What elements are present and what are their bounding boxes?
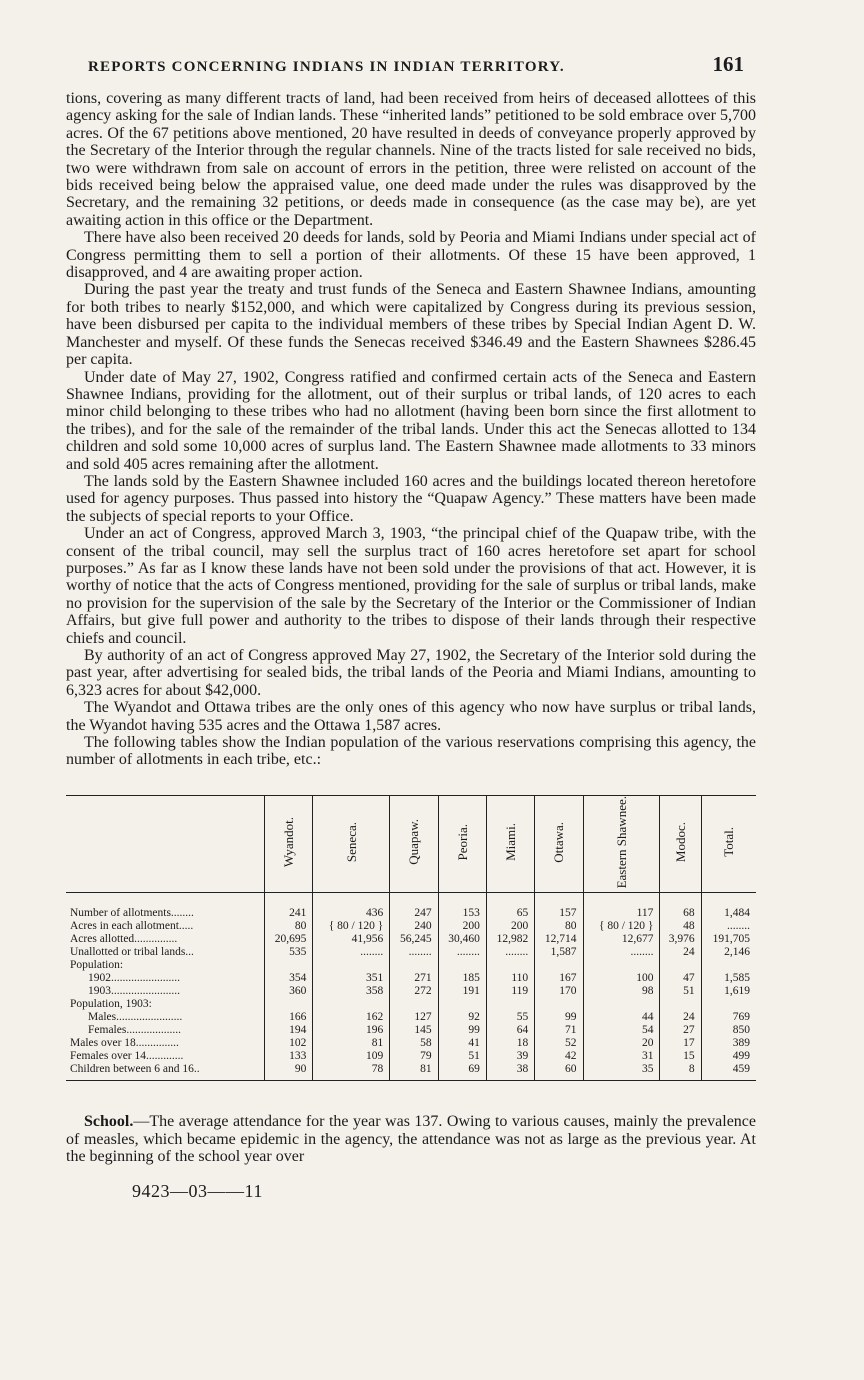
table-cell: 71 — [535, 1024, 583, 1037]
table-cell — [701, 959, 756, 972]
row-label: Males....................... — [88, 1011, 183, 1024]
table-cell: 119 — [486, 985, 534, 998]
table-cell: 51 — [438, 1050, 486, 1063]
table-cell — [583, 998, 660, 1011]
table-cell: 194 — [265, 1024, 313, 1037]
table-cell: 436 — [313, 893, 390, 921]
table-header-row — [66, 796, 756, 893]
table-cell: 20 — [583, 1037, 660, 1050]
table-cell — [265, 998, 313, 1011]
row-label: Population: — [70, 959, 124, 972]
table-cell: 35 — [583, 1063, 660, 1081]
paragraph: The lands sold by the Eastern Shawnee included 160 acres and the buildings located thereon heretofore used for agency purposes. Thus passed into history the “Quapaw Agency.” These matters have been made the subjects of special reports to your Office. — [66, 472, 756, 525]
table-cell: ........ — [438, 946, 486, 959]
row-label: Acres in each allotment..... — [70, 920, 194, 933]
table-cell: 98 — [583, 985, 660, 998]
table-cell: 185 — [438, 972, 486, 985]
table-cell: 200 — [486, 920, 534, 933]
table-cell: 68 — [660, 893, 701, 921]
table-cell: 102 — [265, 1037, 313, 1050]
school-text: —The average attendance for the year was 137. Owing to various causes, mainly the prevalence of measles, which became epidemic in the agency, the attendance was not as large as the previous year. At the beginning of the school year over — [66, 1113, 756, 1166]
table-cell: 196 — [313, 1024, 390, 1037]
table-cell: 1,585 — [701, 972, 756, 985]
table-cell: 79 — [390, 1050, 438, 1063]
table-cell: 272 — [390, 985, 438, 998]
row-label: Unallotted or tribal lands... — [70, 946, 194, 959]
table-cell — [535, 959, 583, 972]
school-paragraph — [66, 1113, 756, 1165]
table-cell: 12,677 — [583, 933, 660, 946]
table-cell: 15 — [660, 1050, 701, 1063]
table-cell: 351 — [313, 972, 390, 985]
table-cell: 145 — [390, 1024, 438, 1037]
table-cell: 38 — [486, 1063, 534, 1081]
table-cell: 850 — [701, 1024, 756, 1037]
population-table-wrapper — [66, 795, 756, 1081]
table-row — [66, 1050, 756, 1063]
column-header: Peoria. — [438, 796, 486, 893]
table-cell: 127 — [390, 1011, 438, 1024]
table-row — [66, 972, 756, 985]
column-header: Eastern Shawnee. — [583, 796, 660, 893]
table-cell: 60 — [535, 1063, 583, 1081]
table-cell: 2,146 — [701, 946, 756, 959]
table-row — [66, 1037, 756, 1050]
row-label: Number of allotments........ — [70, 907, 194, 920]
running-head — [66, 52, 756, 86]
paragraph: By authority of an act of Congress approved May 27, 1902, the Secretary of the Interior sold during the past year, after advertising for sealed bids, the tribal lands of the Peoria and Miami Indians, amounting to 6,323 acres for about $42,000. — [66, 647, 756, 699]
table-cell — [660, 959, 701, 972]
table-cell: 1,587 — [535, 946, 583, 959]
stub-header — [66, 796, 265, 893]
table-cell: 12,714 — [535, 933, 583, 946]
table-cell: 51 — [660, 985, 701, 998]
table-cell: 100 — [583, 972, 660, 985]
table-cell: 117 — [583, 893, 660, 921]
table-cell: ........ — [390, 946, 438, 959]
table-cell — [438, 959, 486, 972]
running-head-title: REPORTS CONCERNING INDIANS IN INDIAN TERRITORY. — [88, 59, 565, 75]
table-cell: 69 — [438, 1063, 486, 1081]
page — [66, 52, 756, 1202]
table-cell: ........ — [583, 946, 660, 959]
table-cell — [486, 959, 534, 972]
table-cell: 360 — [265, 985, 313, 998]
table-cell: 41,956 — [313, 933, 390, 946]
paragraph: The Wyandot and Ottawa tribes are the only ones of this agency who now have surplus or tribal lands, the Wyandot having 535 acres and the Ottawa 1,587 acres. — [66, 699, 756, 734]
table-cell: 241 — [265, 893, 313, 921]
table-cell: 99 — [438, 1024, 486, 1037]
row-label: Males over 18............... — [70, 1037, 179, 1050]
table-cell: 191 — [438, 985, 486, 998]
table-cell: 47 — [660, 972, 701, 985]
table-cell: 769 — [701, 1011, 756, 1024]
table-cell: 167 — [535, 972, 583, 985]
table-row — [66, 893, 756, 921]
table-cell: 81 — [390, 1063, 438, 1081]
school-run-in-heading: School. — [84, 1113, 134, 1131]
row-label: Population, 1903: — [70, 998, 152, 1011]
table-row — [66, 920, 756, 933]
table-cell: 3,976 — [660, 933, 701, 946]
table-row — [66, 946, 756, 959]
table-row — [66, 933, 756, 946]
table-row — [66, 1011, 756, 1024]
table-cell: 1,619 — [701, 985, 756, 998]
paragraph: During the past year the treaty and trust funds of the Seneca and Eastern Shawnee Indians, amounting for both tribes to nearly $152,000, and which were capitalized by Congress during its previous session, have been disbursed per capita to the individual members of these tribes by Special Indian Agent D. W. Manchester and myself. Of these funds the Senecas received $346.49 and the Eastern Shawnees $286.45 per capita. — [66, 281, 756, 369]
table-cell: 157 — [535, 893, 583, 921]
table-cell: { 80 / 120 } — [313, 920, 390, 933]
column-header: Wyandot. — [265, 796, 313, 893]
table-cell — [660, 998, 701, 1011]
table-cell: 99 — [535, 1011, 583, 1024]
printer-signature: 9423—03——11 — [132, 1181, 263, 1202]
table-cell: 58 — [390, 1037, 438, 1050]
table-cell: 65 — [486, 893, 534, 921]
table-cell: 354 — [265, 972, 313, 985]
table-cell: 110 — [486, 972, 534, 985]
table-cell — [486, 998, 534, 1011]
column-header: Seneca. — [313, 796, 390, 893]
column-header: Modoc. — [660, 796, 701, 893]
table-cell: 24 — [660, 946, 701, 959]
paragraph: Under an act of Congress, approved March 3, 1903, “the principal chief of the Quapaw tribe, with the consent of the tribal council, may sell the surplus tract of 160 acres heretofore set apart for school purposes.” As far as I know these lands have not been sold under the provisions of that act. However, it is worthy of notice that the acts of Congress mentioned, providing for the sale of surplus or tribal lands, make no provision for the supervision of the sale by the Secretary of the Interior or the Commissioner of Indian Affairs, but give full power and authority to the tribes to dispose of their lands through their respective chiefs and council. — [66, 525, 756, 647]
table-cell — [701, 998, 756, 1011]
row-label: 1902........................ — [88, 972, 180, 985]
column-header: Total. — [701, 796, 756, 893]
table-cell: ........ — [313, 946, 390, 959]
table-cell: 56,245 — [390, 933, 438, 946]
table-cell: 162 — [313, 1011, 390, 1024]
table-row — [66, 959, 756, 972]
table-cell: 81 — [313, 1037, 390, 1050]
table-cell: 389 — [701, 1037, 756, 1050]
table-cell: 18 — [486, 1037, 534, 1050]
table-cell: 8 — [660, 1063, 701, 1081]
table-cell: 48 — [660, 920, 701, 933]
table-cell: 109 — [313, 1050, 390, 1063]
table-cell: 80 — [535, 920, 583, 933]
table-cell: 55 — [486, 1011, 534, 1024]
table-cell: 20,695 — [265, 933, 313, 946]
table-cell — [390, 998, 438, 1011]
table-cell: 240 — [390, 920, 438, 933]
table-cell — [438, 998, 486, 1011]
table-cell: 499 — [701, 1050, 756, 1063]
paragraph: Under date of May 27, 1902, Congress ratified and confirmed certain acts of the Seneca and Eastern Shawnee Indians, providing for the allotment, out of their surplus or tribal lands, of 120 acres to each minor child belonging to these tribes who had no allotment (having been born since the first allotment to the tribes), and for the sale of the remainder of the tribal lands. Under this act the Senecas allotted to 134 children and sold some 10,000 acres of surplus land. The Eastern Shawnee made allotments to 33 minors and sold 405 acres remaining after the allotment. — [66, 368, 756, 473]
table-cell: 80 — [265, 920, 313, 933]
table-row — [66, 1024, 756, 1037]
table-cell: 92 — [438, 1011, 486, 1024]
table-cell: 271 — [390, 972, 438, 985]
table-cell: 39 — [486, 1050, 534, 1063]
table-cell: 41 — [438, 1037, 486, 1050]
table-body — [66, 893, 756, 1081]
school-section — [66, 1113, 756, 1165]
table-cell: { 80 / 120 } — [583, 920, 660, 933]
table-cell: 459 — [701, 1063, 756, 1081]
table-cell — [390, 959, 438, 972]
row-label: Females over 14............. — [70, 1050, 184, 1063]
table-cell: 31 — [583, 1050, 660, 1063]
column-header: Ottawa. — [535, 796, 583, 893]
table-cell: 64 — [486, 1024, 534, 1037]
table-cell: 17 — [660, 1037, 701, 1050]
row-label: Acres allotted............... — [70, 933, 178, 946]
column-header: Miami. — [486, 796, 534, 893]
table-cell: 133 — [265, 1050, 313, 1063]
paragraph: The following tables show the Indian population of the various reservations comprising this agency, the number of allotments in each tribe, etc.: — [66, 734, 756, 769]
table-cell: ........ — [486, 946, 534, 959]
table-cell — [265, 959, 313, 972]
paragraph-continued: tions, covering as many different tracts of land, had been received from heirs of deceased allottees of this agency asking for the sale of Indian lands. These “inherited lands” petitioned to be sold embrace over 5,700 acres. Of the 67 petitions above mentioned, 20 have resulted in deeds of conveyance properly approved by the Secretary of the Interior through the regular channels. Nine of the tracts listed for sale received no bids, two were withdrawn from sale on account of errors in the petition, three were relisted on account of the bids received being below the appraised value, one deed made under the rules was disapproved by the Secretary, and the remaining 32 petitions, or deeds made in consequence (as the case may be), are yet awaiting action in this office or the Department. — [66, 90, 756, 229]
table-cell: 535 — [265, 946, 313, 959]
table-cell: 52 — [535, 1037, 583, 1050]
table-cell: 54 — [583, 1024, 660, 1037]
table-cell — [313, 959, 390, 972]
column-header: Quapaw. — [390, 796, 438, 893]
row-label: 1903........................ — [88, 985, 180, 998]
table-cell — [313, 998, 390, 1011]
table-cell: 90 — [265, 1063, 313, 1081]
table-cell: 24 — [660, 1011, 701, 1024]
table-cell: 30,460 — [438, 933, 486, 946]
row-label: Females................... — [88, 1024, 181, 1037]
population-table — [66, 796, 756, 1081]
table-cell: 42 — [535, 1050, 583, 1063]
row-label: Children between 6 and 16.. — [66, 1063, 265, 1081]
table-cell: ........ — [701, 920, 756, 933]
table-cell: 12,982 — [486, 933, 534, 946]
table-cell: 358 — [313, 985, 390, 998]
body-text — [66, 90, 756, 769]
table-cell: 166 — [265, 1011, 313, 1024]
table-cell: 247 — [390, 893, 438, 921]
paragraph: There have also been received 20 deeds for lands, sold by Peoria and Miami Indians under special act of Congress permitting them to sell a portion of their allotments. Of these 15 have been approved, 1 disapproved, and 4 are awaiting proper action. — [66, 229, 756, 282]
page-number: 161 — [712, 52, 744, 76]
table-cell: 27 — [660, 1024, 701, 1037]
table-cell — [535, 998, 583, 1011]
table-cell: 44 — [583, 1011, 660, 1024]
table-cell — [583, 959, 660, 972]
table-cell: 153 — [438, 893, 486, 921]
table-cell: 191,705 — [701, 933, 756, 946]
table-cell: 200 — [438, 920, 486, 933]
table-cell: 170 — [535, 985, 583, 998]
table-row — [66, 985, 756, 998]
table-cell: 1,484 — [701, 893, 756, 921]
table-cell: 78 — [313, 1063, 390, 1081]
table-row — [66, 998, 756, 1011]
table-row — [66, 1063, 756, 1081]
